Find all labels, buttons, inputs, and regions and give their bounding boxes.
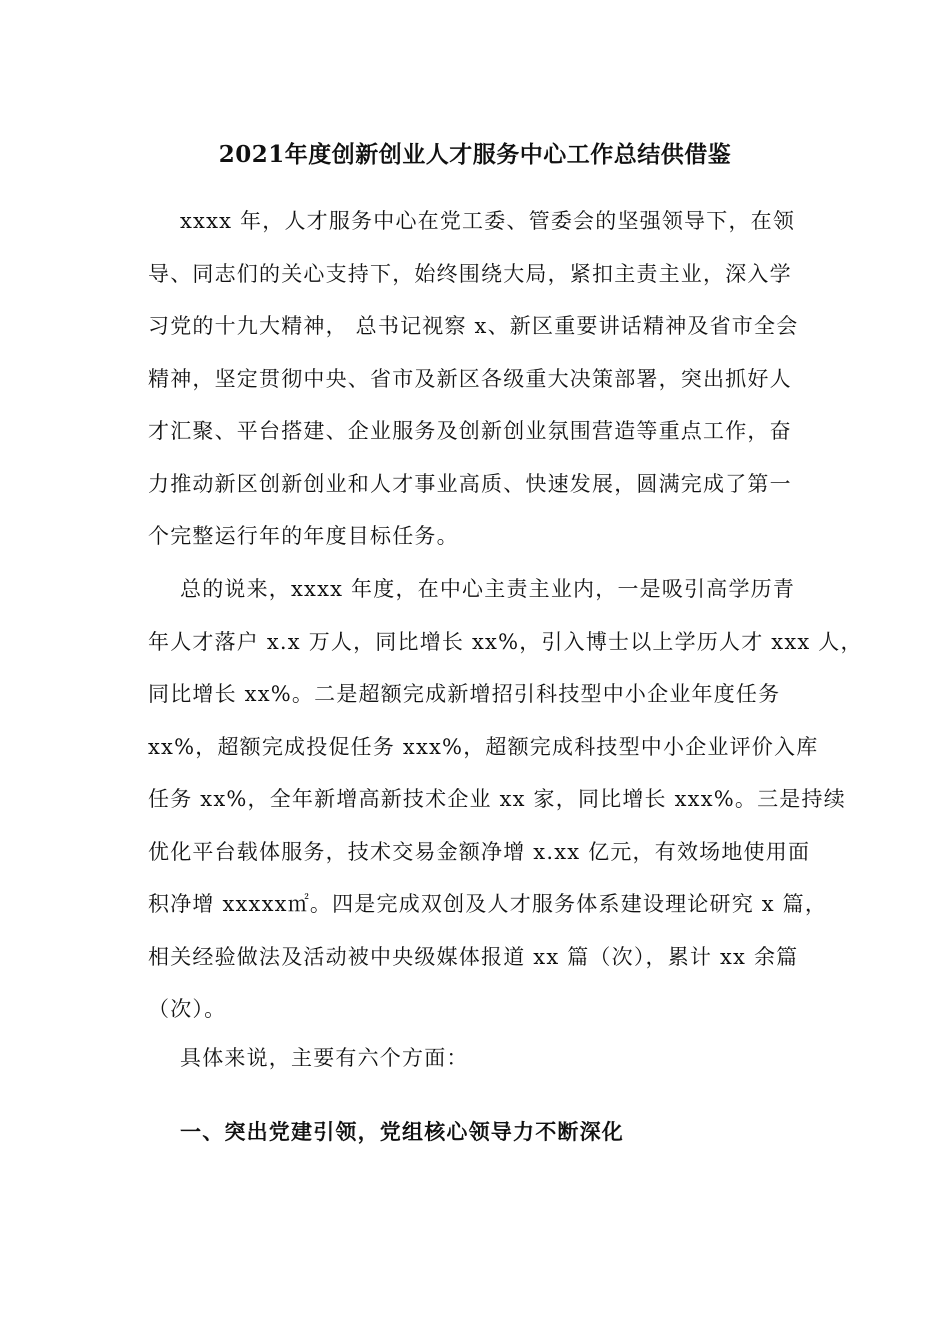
paragraph-summary: [148, 563, 863, 1036]
paragraph-line: xxxx 年，人才服务中心在党工委、管委会的坚强领导下，在领: [180, 209, 796, 233]
paragraph-intro: [148, 195, 828, 563]
paragraph-aspects: [148, 1032, 828, 1085]
paragraph-line: 相关经验做法及活动被中央级媒体报道 xx 篇（次），累计 xx 余篇: [148, 944, 799, 969]
paragraph-line: 个完整运行年的年度目标任务。: [148, 524, 459, 548]
paragraph-line: 精神，坚定贯彻中央、省市及新区各级重大决策部署，突出抓好人: [148, 366, 792, 391]
paragraph-line: 习党的十九大精神， 总书记视察 x、新区重要讲话精神及省市全会: [148, 314, 799, 338]
paragraph-line: 积净增 xxxxx㎡。四是完成双创及人才服务体系建设理论研究 x 篇，: [148, 892, 828, 916]
paragraph-line: 导、同志们的关心支持下，始终围绕大局，紧扣主责主业，深入学: [148, 261, 792, 286]
paragraph-line: 力推动新区创新创业和人才事业高质、快速发展，圆满完成了第一: [148, 471, 792, 496]
paragraph-line: （次）。: [148, 997, 227, 1021]
paragraph-line: 年人才落户 x.x 万人，同比增长 xx%，引入博士以上学历人才 xxx 人，: [148, 629, 863, 654]
document-title: 2021年度创新创业人才服务中心工作总结供借鉴: [218, 141, 732, 168]
paragraph-line: 具体来说，主要有六个方面：: [180, 1046, 469, 1070]
paragraph-line: xx%，超额完成投促任务 xxx%，超额完成科技型中小企业评价入库: [148, 734, 819, 759]
paragraph-line: 才汇聚、平台搭建、企业服务及创新创业氛围营造等重点工作，奋: [148, 419, 792, 443]
paragraph-line: 总的说来，xxxx 年度，在中心主责主业内，一是吸引高学历青: [180, 577, 796, 601]
paragraph-line: 同比增长 xx%。二是超额完成新增招引科技型中小企业年度任务: [148, 682, 781, 706]
section-heading: 一、突出党建引领，党组核心领导力不断深化: [180, 1119, 624, 1144]
paragraph-line: 优化平台载体服务，技术交易金额净增 x.xx 亿元，有效场地使用面: [148, 839, 811, 864]
paragraph-line: 任务 xx%，全年新增高新技术企业 xx 家，同比增长 xxx%。三是持续: [148, 787, 846, 811]
